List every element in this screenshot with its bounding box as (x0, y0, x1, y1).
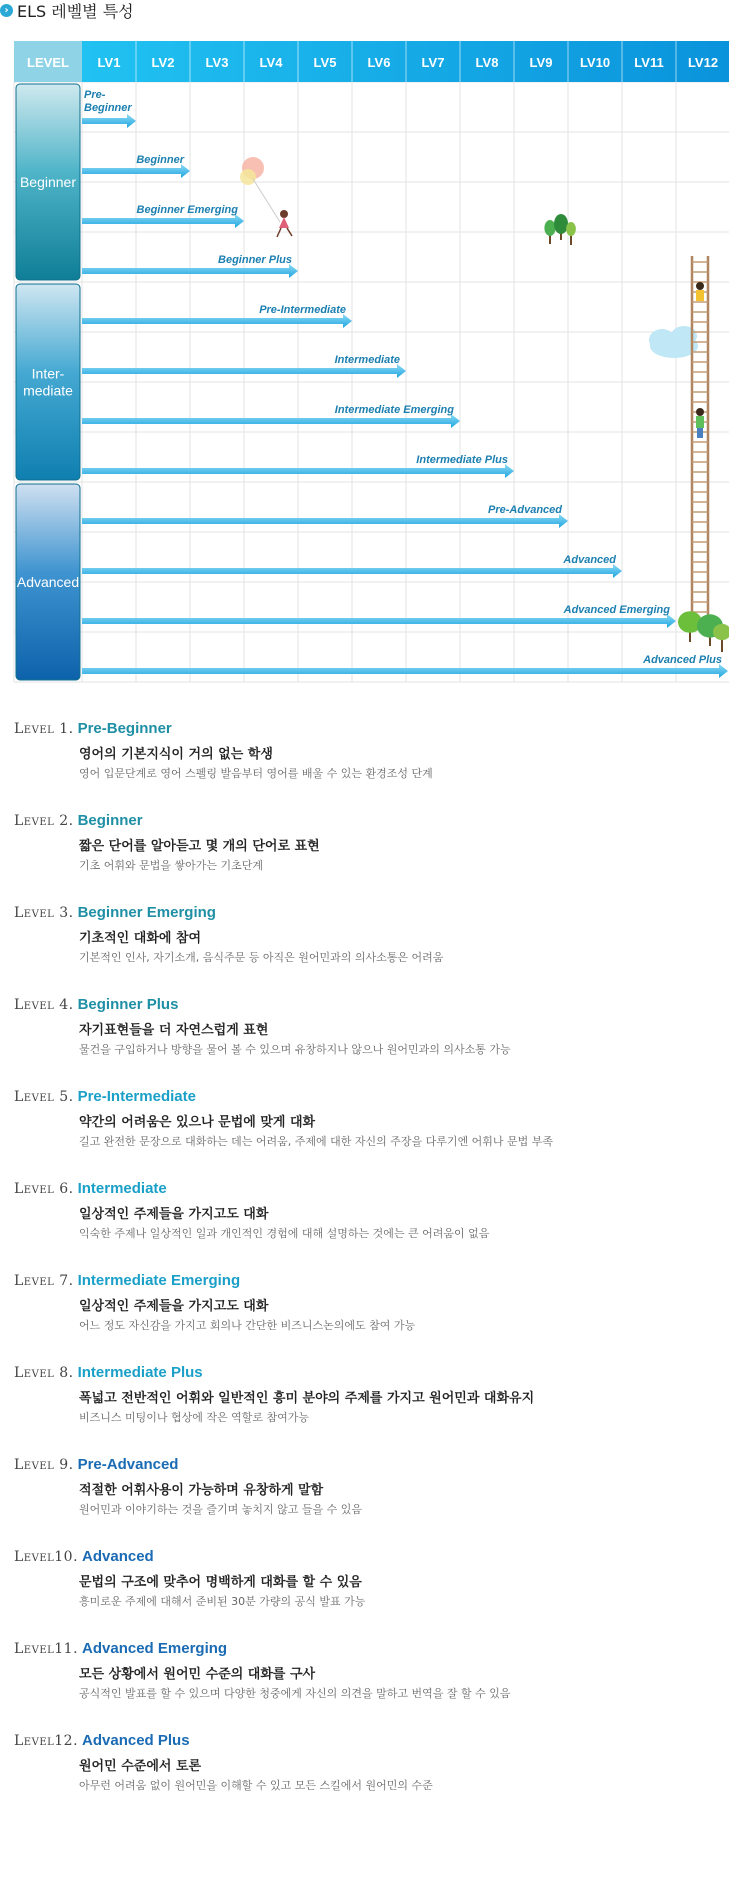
climber-head-icon (696, 282, 704, 290)
level-arrow-3 (82, 214, 244, 228)
group-labels (16, 84, 80, 680)
level-arrow-label-6: Intermediate (334, 354, 400, 366)
level-subtitle: 기초적인 대화에 참여 (79, 931, 202, 946)
level-arrow-11 (82, 614, 676, 628)
level-description: 원어민과 이야기하는 것을 즐기며 놓치지 않고 들을 수 있음 (79, 1503, 362, 1516)
header-lv-label: LV6 (367, 55, 391, 70)
level-number: Level 4. (14, 997, 74, 1013)
level-arrow-9 (82, 514, 568, 528)
level-arrow-5 (82, 314, 352, 328)
level-arrows (82, 89, 728, 678)
level-number: Level 5. (14, 1089, 74, 1105)
level-subtitle: 자기표현들을 더 자연스럽게 표현 (79, 1023, 269, 1038)
level-number: Level10. (14, 1549, 79, 1565)
level-heading (14, 1546, 154, 1565)
girl-dress-icon (279, 217, 289, 228)
header-lv-label: LV4 (259, 55, 283, 70)
balloon-string (253, 179, 280, 222)
level-number: Level 3. (14, 905, 74, 921)
level-heading (14, 994, 178, 1013)
header-lv-label: LV12 (687, 55, 719, 70)
climber-legs-icon (697, 428, 703, 438)
header-lv-label: LV8 (475, 55, 499, 70)
level-name: Intermediate (77, 1180, 167, 1197)
level-subtitle: 일상적인 주제들을 가지고도 대화 (79, 1299, 269, 1314)
level-number: Level 2. (14, 813, 74, 829)
level-subtitle: 짧은 단어를 알아듣고 몇 개의 단어로 표현 (79, 839, 320, 854)
level-arrow-label-9: Pre-Advanced (488, 504, 562, 516)
header-lv-label: LV9 (529, 55, 553, 70)
level-number: Level 1. (14, 721, 74, 737)
chevron-right-icon: › (0, 4, 13, 17)
group-label-text: Advanced (16, 574, 80, 590)
level-arrow-1 (82, 114, 136, 128)
level-description: 기초 어휘와 문법을 쌓아가는 기초단계 (79, 859, 264, 872)
level-description: 영어 입문단계로 영어 스펠링 발음부터 영어를 배울 수 있는 환경조성 단계 (79, 767, 433, 780)
climber-head-icon (696, 408, 704, 416)
level-name: Advanced Emerging (82, 1640, 228, 1657)
level-name: Advanced (82, 1548, 154, 1565)
level-heading (14, 902, 216, 921)
header-level-label: LEVEL (27, 55, 69, 70)
tree-icon (566, 222, 576, 236)
table-header (14, 41, 729, 82)
level-arrow-label-8: Intermediate Plus (416, 454, 508, 466)
level-arrow-label-2: Beginner (136, 154, 184, 166)
level-number: Level 8. (14, 1365, 74, 1381)
level-number: Level 9. (14, 1457, 74, 1473)
level-subtitle: 모든 상황에서 원어민 수준의 대화를 구사 (79, 1667, 316, 1682)
level-subtitle: 문법의 구조에 맞추어 명백하게 대화를 할 수 있음 (79, 1575, 362, 1590)
tree-icon (554, 214, 568, 234)
level-arrow-label-11: Advanced Emerging (563, 604, 670, 616)
level-number: Level 6. (14, 1181, 74, 1197)
level-arrow-label-1: Pre- (84, 89, 106, 101)
level-arrow-label-1: Beginner (84, 102, 132, 114)
group-label-text: Inter- (31, 365, 65, 382)
level-heading (14, 1454, 178, 1473)
level-subtitle: 원어민 수준에서 토론 (79, 1759, 202, 1774)
level-description: 익숙한 주제나 일상적인 일과 개인적인 경험에 대해 설명하는 것에는 큰 어려움이 없음 (79, 1227, 490, 1240)
group-label-text: Beginner (19, 174, 77, 190)
level-chart (0, 0, 729, 695)
level-name: Beginner Plus (77, 996, 179, 1013)
header-lv-label: LV5 (313, 55, 337, 70)
level-arrow-7 (82, 414, 460, 428)
level-number: Level11. (14, 1641, 79, 1657)
level-name: Pre-Intermediate (77, 1088, 196, 1105)
header-lv-label: LV11 (634, 55, 664, 70)
level-name: Intermediate Plus (77, 1364, 203, 1381)
girl-head-icon (280, 210, 288, 218)
level-description: 흥미로운 주제에 대해서 준비된 30분 가량의 공식 발표 가능 (79, 1595, 366, 1608)
header-lv-label: LV7 (421, 55, 445, 70)
level-description: 공식적인 발표를 할 수 있으며 다양한 청중에게 자신의 의견을 말하고 번역을 잘 할 수 있음 (79, 1687, 511, 1700)
level-arrow-label-3: Beginner Emerging (136, 204, 238, 216)
header-lv-label: LV1 (97, 55, 121, 70)
cloud-icon (649, 329, 675, 351)
group-label-text: mediate (23, 382, 73, 399)
level-subtitle: 약간의 어려움은 있으나 문법에 맞게 대화 (79, 1115, 316, 1130)
level-name: Pre-Advanced (77, 1456, 179, 1473)
level-description: 기본적인 인사, 자기소개, 음식주문 등 아직은 원어민과의 의사소통은 어려움 (79, 951, 444, 964)
climber-body-icon (696, 290, 704, 301)
level-arrow-label-12: Advanced Plus (643, 654, 722, 666)
level-heading (14, 1362, 203, 1381)
decorations (240, 157, 729, 652)
level-heading (14, 1178, 167, 1197)
level-number: Level 7. (14, 1273, 74, 1289)
level-subtitle: 폭넓고 전반적인 어휘와 일반적인 흥미 분야의 주제를 가지고 원어민과 대화유지 (79, 1391, 535, 1406)
level-heading (14, 1086, 196, 1105)
climber-body-icon (696, 416, 704, 428)
level-arrow-label-10: Advanced (563, 554, 616, 566)
level-arrow-label-7: Intermediate Emerging (334, 404, 454, 416)
level-subtitle: 적절한 어휘사용이 가능하며 유창하게 말함 (79, 1483, 324, 1498)
level-description: 물건을 구입하거나 방향을 물어 볼 수 있으며 유창하지나 않으나 원어민과의 의사소통 가능 (79, 1043, 511, 1056)
balloon-icon (240, 169, 256, 185)
level-name: Beginner (77, 812, 143, 829)
level-name: Beginner Emerging (77, 904, 216, 921)
level-arrow-12 (82, 664, 728, 678)
level-heading (14, 1270, 240, 1289)
page-title: ELS 레벨별 특성 (17, 1, 134, 21)
level-name: Pre-Beginner (77, 720, 172, 737)
level-arrow-label-5: Pre-Intermediate (259, 304, 346, 316)
level-heading (14, 1730, 190, 1749)
header-lv-label: LV10 (579, 55, 611, 70)
level-number: Level12. (14, 1733, 79, 1749)
tree-icon (544, 220, 555, 236)
level-description: 어느 정도 자신감을 가지고 회의나 간단한 비즈니스논의에도 참여 가능 (79, 1319, 416, 1332)
level-heading (14, 718, 172, 737)
level-description: 아무런 어려움 없이 원어민을 이해할 수 있고 모든 스킬에서 원어민의 수준 (79, 1779, 433, 1792)
level-heading (14, 1638, 227, 1657)
level-subtitle: 일상적인 주제들을 가지고도 대화 (79, 1207, 269, 1222)
level-name: Intermediate Emerging (77, 1272, 241, 1289)
level-subtitle: 영어의 기본지식이 거의 없는 학생 (79, 747, 273, 762)
level-arrow-label-4: Beginner Plus (218, 254, 292, 266)
level-name: Advanced Plus (82, 1732, 190, 1749)
header-lv-label: LV3 (205, 55, 229, 70)
level-description: 비즈니스 미팅이나 협상에 작은 역할로 참여가능 (79, 1411, 310, 1424)
level-description: 길고 완전한 문장으로 대화하는 데는 어려움, 주제에 대한 자신의 주장을 다루기엔 어휘나 문법 부족 (79, 1135, 553, 1148)
level-heading (14, 810, 143, 829)
header-lv-label: LV2 (151, 55, 175, 70)
